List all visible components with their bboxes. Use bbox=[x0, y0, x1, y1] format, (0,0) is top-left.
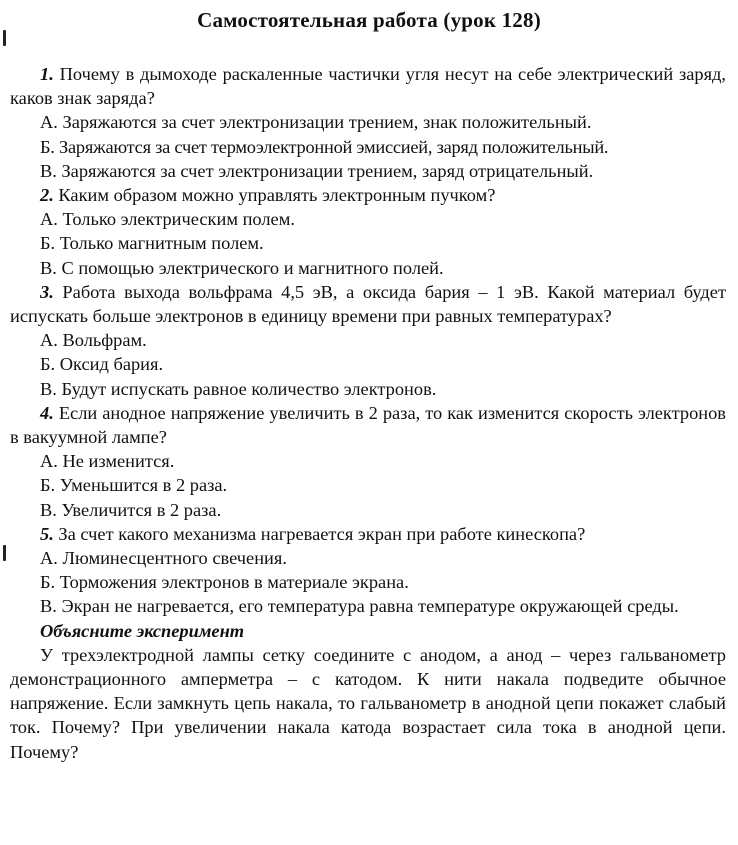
answer-option: А. Не изменится. bbox=[40, 451, 175, 472]
experiment-text: У трехэлектродной лампы сетку соедините с анодом, а анод – через гальванометр демонстрационного амперметра – с катодом. К нити накала подведите обычное напряжение. Если замкнуть цепь накала, то гальванометр в анодной цепи покажет слабый ток. Почему? При увеличении накала катода возрастает сила тока в анодной цепи. Почему? bbox=[10, 644, 726, 762]
binding-mark bbox=[3, 545, 6, 561]
question-text: За счет какого механизма нагревается экран при работе кинескопа? bbox=[58, 523, 586, 544]
experiment-heading: Объясните эксперимент bbox=[40, 620, 245, 641]
answer-option: Б. Заряжаются за счет термоэлектронной эмиссией, заряд положительный. bbox=[40, 136, 609, 157]
answer-option: А. Заряжаются за счет электронизации трением, знак положительный. bbox=[40, 112, 592, 133]
question-5 bbox=[10, 522, 726, 546]
question-text: Если анодное напряжение увеличить в 2 раза, то как изменится скорость электронов в вакуумной лампе? bbox=[10, 402, 726, 448]
question-number: 5. bbox=[40, 523, 54, 544]
answer-option: А. Вольфрам. bbox=[40, 330, 147, 351]
answer-option: В. С помощью электрического и магнитного полей. bbox=[40, 257, 444, 278]
answer-option: Б. Уменьшится в 2 раза. bbox=[40, 475, 228, 496]
answer-option: Б. Торможения электронов в материале экрана. bbox=[40, 572, 409, 593]
question-number: 2. bbox=[40, 185, 54, 206]
question-3 bbox=[10, 280, 726, 328]
question-number: 3. bbox=[40, 281, 54, 302]
question-number: 1. bbox=[40, 64, 54, 84]
answer-option: Б. Только магнитным полем. bbox=[40, 233, 264, 254]
question-4 bbox=[10, 401, 726, 449]
question-text: Почему в дымоходе раскаленные частички угля несут на себе электрический заряд, каков знак заряда? bbox=[10, 64, 726, 109]
question-1 bbox=[10, 62, 726, 110]
question-text: Каким образом можно управлять электронным пучком? bbox=[58, 185, 496, 206]
question-number: 4. bbox=[40, 402, 54, 423]
answer-option: Б. Оксид бария. bbox=[40, 354, 164, 375]
worksheet-body bbox=[10, 62, 726, 764]
question-text: Работа выхода вольфрама 4,5 эВ, а оксида бария – 1 эВ. Какой материал будет испускать больше электронов в единицу времени при равных температурах? bbox=[10, 281, 726, 327]
answer-option: А. Только электрическим полем. bbox=[40, 209, 295, 230]
answer-option: В. Будут испускать равное количество электронов. bbox=[40, 378, 437, 399]
answer-option: А. Люминесцентного свечения. bbox=[40, 548, 287, 569]
answer-option: В. Экран не нагревается, его температура равна температуре окружающей среды. bbox=[40, 596, 679, 617]
question-2 bbox=[10, 183, 726, 207]
page-title: Самостоятельная работа (урок 128) bbox=[197, 8, 541, 32]
answer-option: В. Увеличится в 2 раза. bbox=[40, 499, 222, 520]
answer-option: В. Заряжаются за счет электронизации трением, заряд отрицательный. bbox=[40, 160, 594, 181]
